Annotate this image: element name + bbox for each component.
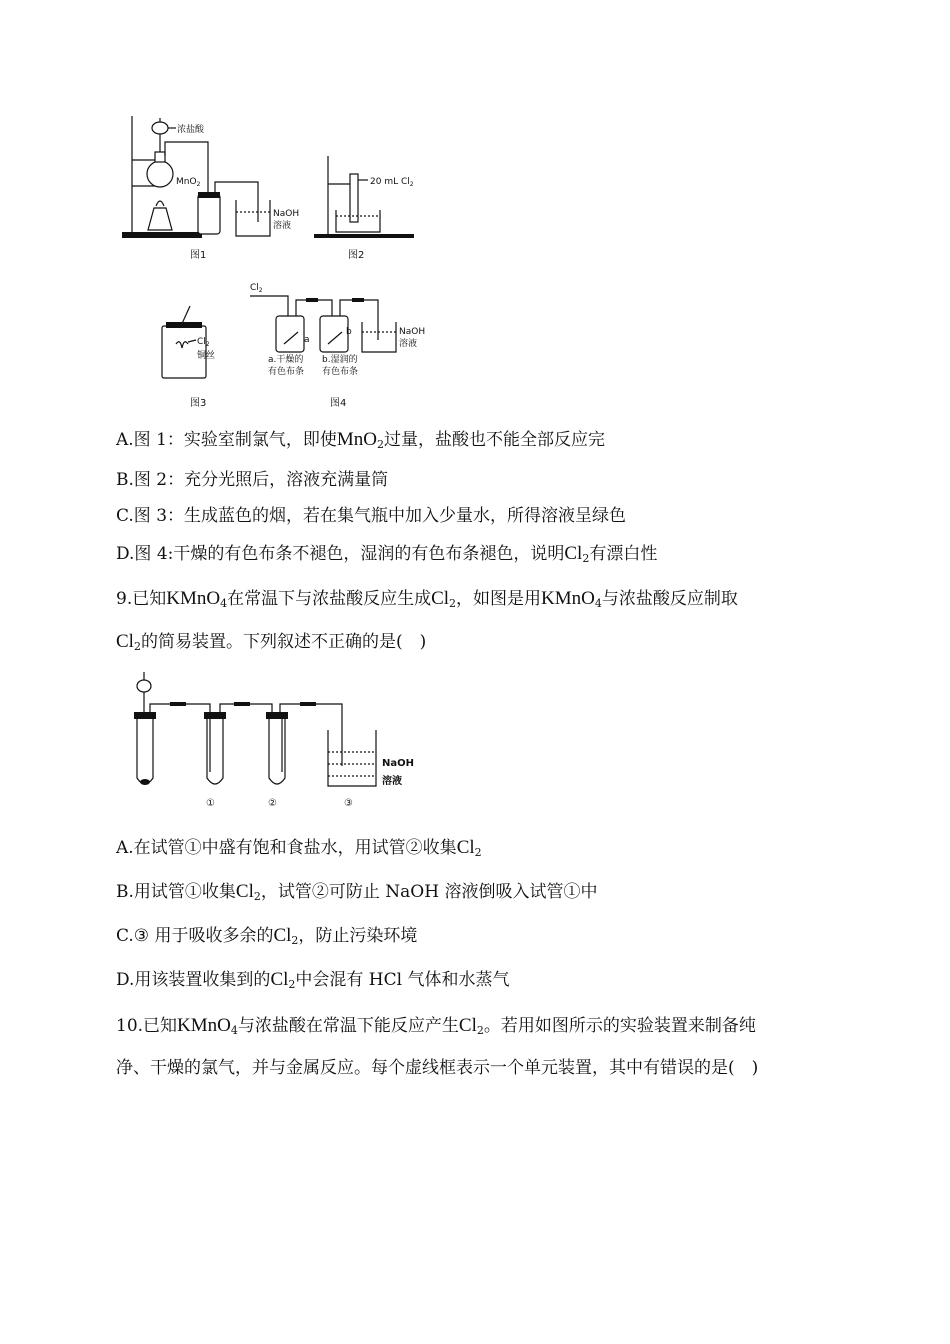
- fig4-caption: 图4: [330, 398, 347, 409]
- fig1-solution-label: 溶液: [273, 221, 292, 231]
- q8-option-c: C.图 3：生成蓝色的烟，若在集气瓶中加入少量水，所得溶液呈绿色: [116, 506, 627, 526]
- fig1-caption: 图1: [190, 250, 207, 261]
- fig4-solution-label: 溶液: [399, 339, 418, 349]
- figure-4-apparatus: [248, 280, 448, 410]
- figure-3-apparatus: [158, 304, 238, 410]
- fig3-caption: 图3: [190, 398, 207, 409]
- figure-2-apparatus: [310, 150, 440, 262]
- q9-option-c: C.③ 用于吸收多余的$Cl_2$，防止污染环境: [116, 925, 418, 947]
- q9-fig-beaker-label: ③: [344, 798, 353, 809]
- q8-option-b: B.图 2：充分光照后，溶液充满量筒: [116, 470, 389, 490]
- fig1-acid-label: 浓盐酸: [177, 125, 205, 135]
- fig2-volume-label: 20 mL $Cl_2$: [370, 177, 414, 188]
- figure-1-apparatus: [118, 112, 298, 262]
- fig4-cl-label: $Cl_2$: [250, 283, 263, 294]
- fig3-cl-label: $Cl_2$: [197, 337, 210, 348]
- fig2-caption: 图2: [348, 250, 365, 261]
- q9-fig-solution-label: 溶液: [382, 776, 402, 787]
- q9-option-b: B.用试管①收集$Cl_2$，试管②可防止 NaOH 溶液倒吸入试管①中: [116, 881, 598, 903]
- fig4-naoh-label: NaOH: [399, 327, 426, 337]
- q9-option-d: D.用该装置收集到的$Cl_2$中会混有 HCl 气体和水蒸气: [116, 969, 510, 991]
- q10-stem-line1: 10.已知KMnO$_4$与浓盐酸在常温下能反应产生$Cl_2$。若用如图所示的实验装置来制备纯: [116, 1015, 756, 1037]
- q9-fig-tube1-label: ①: [206, 798, 215, 809]
- fig4-b-label: b: [346, 327, 352, 337]
- q9-fig-naoh-label: NaOH: [382, 758, 414, 769]
- q10-stem-line2: 净、干燥的氯气，并与金属反应。每个虚线框表示一个单元装置，其中有错误的是( ): [116, 1058, 759, 1078]
- q8-option-d: D.图 4:干燥的有色布条不褪色，湿润的有色布条褪色，说明$Cl_2$有漂白性: [116, 543, 658, 565]
- fig1-mno2-label: MnO$_2$: [176, 177, 201, 188]
- fig1-naoh-label: NaOH: [273, 209, 300, 219]
- q8-option-a: A.图 1：实验室制氯气，即使MnO$_2$过量，盐酸也不能全部反应完: [116, 429, 606, 451]
- q9-apparatus-figure: [130, 668, 440, 810]
- fig4-b-desc-1: b.湿润的: [322, 355, 358, 365]
- fig4-a-label: a: [304, 335, 310, 345]
- fig3-copper-label: 铜丝: [197, 351, 216, 361]
- fig4-b-desc-2: 有色布条: [322, 367, 359, 377]
- q9-option-a: A.在试管①中盛有饱和食盐水，用试管②收集$Cl_2$: [116, 837, 482, 859]
- q9-stem-line1: 9.已知KMnO$_4$在常温下与浓盐酸反应生成$Cl_2$，如图是用KMnO$_4$与浓盐酸反应制取: [116, 588, 738, 610]
- q9-stem-line2: $Cl_2$的简易装置。下列叙述不正确的是( ): [116, 631, 427, 653]
- q9-fig-tube2-label: ②: [268, 798, 277, 809]
- fig4-a-desc-2: 有色布条: [268, 367, 305, 377]
- fig4-a-desc-1: a.干燥的: [268, 355, 304, 365]
